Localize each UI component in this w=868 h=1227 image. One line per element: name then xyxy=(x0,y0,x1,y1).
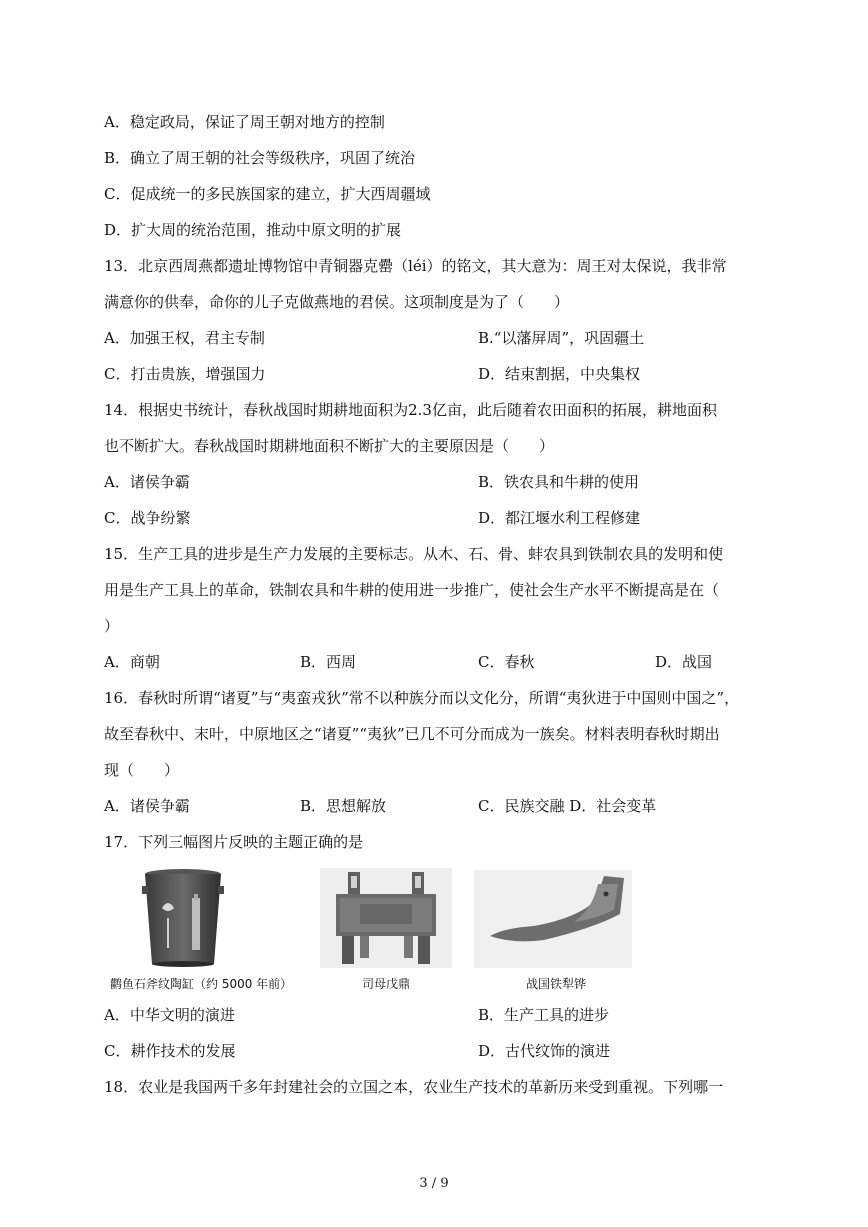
q15-option-d: D．战国 xyxy=(655,653,713,671)
q17-option-d: D．古代纹饰的演进 xyxy=(478,1042,611,1060)
q13-option-a: A．加强王权，君主专制 xyxy=(104,329,265,347)
q17-stem-line1: 17．下列三幅图片反映的主题正确的是 xyxy=(104,833,364,851)
page-number: 3 / 9 xyxy=(419,1176,449,1191)
q17-option-b: B．生产工具的进步 xyxy=(478,1006,610,1024)
q12-option-d: D．扩大周的统治范围，推动中原文明的扩展 xyxy=(104,221,402,239)
q15-stem-line3: ） xyxy=(104,617,120,635)
q13-option-b: B.“以藩屏周”，巩固疆土 xyxy=(478,329,645,347)
q14-stem-line1: 14．根据史书统计，春秋战国时期耕地面积为2.3亿亩，此后随着农田面积的拓展，耕地面积 xyxy=(104,401,717,419)
q16-option-a: A．诸侯争霸 xyxy=(104,797,190,815)
q16-stem-line2: 故至春秋中、末叶，中原地区之“诸夏”“夷狄”已几不可分而成为一族矣。材料表明春秋时期出 xyxy=(104,725,720,743)
q14-option-c: C．战争纷繁 xyxy=(104,509,191,527)
q14-option-d: D．都江堰水利工程修建 xyxy=(478,509,641,527)
q13-option-d: D．结束割据，中央集权 xyxy=(478,365,641,383)
q13-stem-line2: 满意你的供奉，命你的儿子克做燕地的君侯。这项制度是为了（ ） xyxy=(104,293,570,311)
q17-option-c: C．耕作技术的发展 xyxy=(104,1042,236,1060)
q12-option-b: B．确立了周王朝的社会等级秩序，巩固了统治 xyxy=(104,149,416,167)
q16-stem-line1: 16．春秋时所谓“诸夏”与“夷蛮戎狄”常不以种族分而以文化分，所谓“夷狄进于中国则中国之”， xyxy=(104,689,740,707)
q14-option-a: A．诸侯争霸 xyxy=(104,473,190,491)
figure-caption-pottery-jar: 鹳鱼石斧纹陶缸（约 5000 年前） xyxy=(110,977,293,991)
q16-stem-line3: 现（ ） xyxy=(104,761,180,779)
q15-stem-line1: 15．生产工具的进步是生产力发展的主要标志。从木、石、骨、蚌农具到铁制农具的发明和使 xyxy=(104,545,724,563)
q15-option-c: C．春秋 xyxy=(478,653,535,671)
q12-option-c: C．促成统一的多民族国家的建立，扩大西周疆域 xyxy=(104,185,431,203)
bronze-ding-figure xyxy=(320,868,452,968)
q18-stem-line1: 18．农业是我国两千多年封建社会的立国之本，农业生产技术的革新历来受到重视。下列哪一 xyxy=(104,1078,724,1096)
q14-stem-line2: 也不断扩大。春秋战国时期耕地面积不断扩大的主要原因是（ ） xyxy=(104,437,555,455)
q17-option-a: A．中华文明的演进 xyxy=(104,1006,235,1024)
q15-option-a: A．商朝 xyxy=(104,653,160,671)
q15-stem-line2: 用是生产工具上的革命，铁制农具和牛耕的使用进一步推广，使社会生产水平不断提高是在（ xyxy=(104,581,720,599)
q13-option-c: C．打击贵族，增强国力 xyxy=(104,365,266,383)
q15-option-b: B．西周 xyxy=(300,653,357,671)
q14-option-b: B．铁农具和牛耕的使用 xyxy=(478,473,640,491)
figure-caption-bronze-ding: 司母戊鼎 xyxy=(362,977,411,991)
q13-stem-line1: 13．北京西周燕都遗址博物馆中青铜器克罍（léi）的铭文，其大意为：周王对太保说，我非常 xyxy=(104,257,727,275)
figure-caption-iron-ploughshare: 战国铁犁铧 xyxy=(526,977,587,991)
q16-option-cd: C．民族交融 D．社会变革 xyxy=(478,797,657,815)
q16-option-b: B．思想解放 xyxy=(300,797,387,815)
q12-option-a: A．稳定政局，保证了周王朝对地方的控制 xyxy=(104,113,385,131)
pottery-jar-figure xyxy=(140,868,226,968)
iron-ploughshare-figure xyxy=(474,870,632,968)
